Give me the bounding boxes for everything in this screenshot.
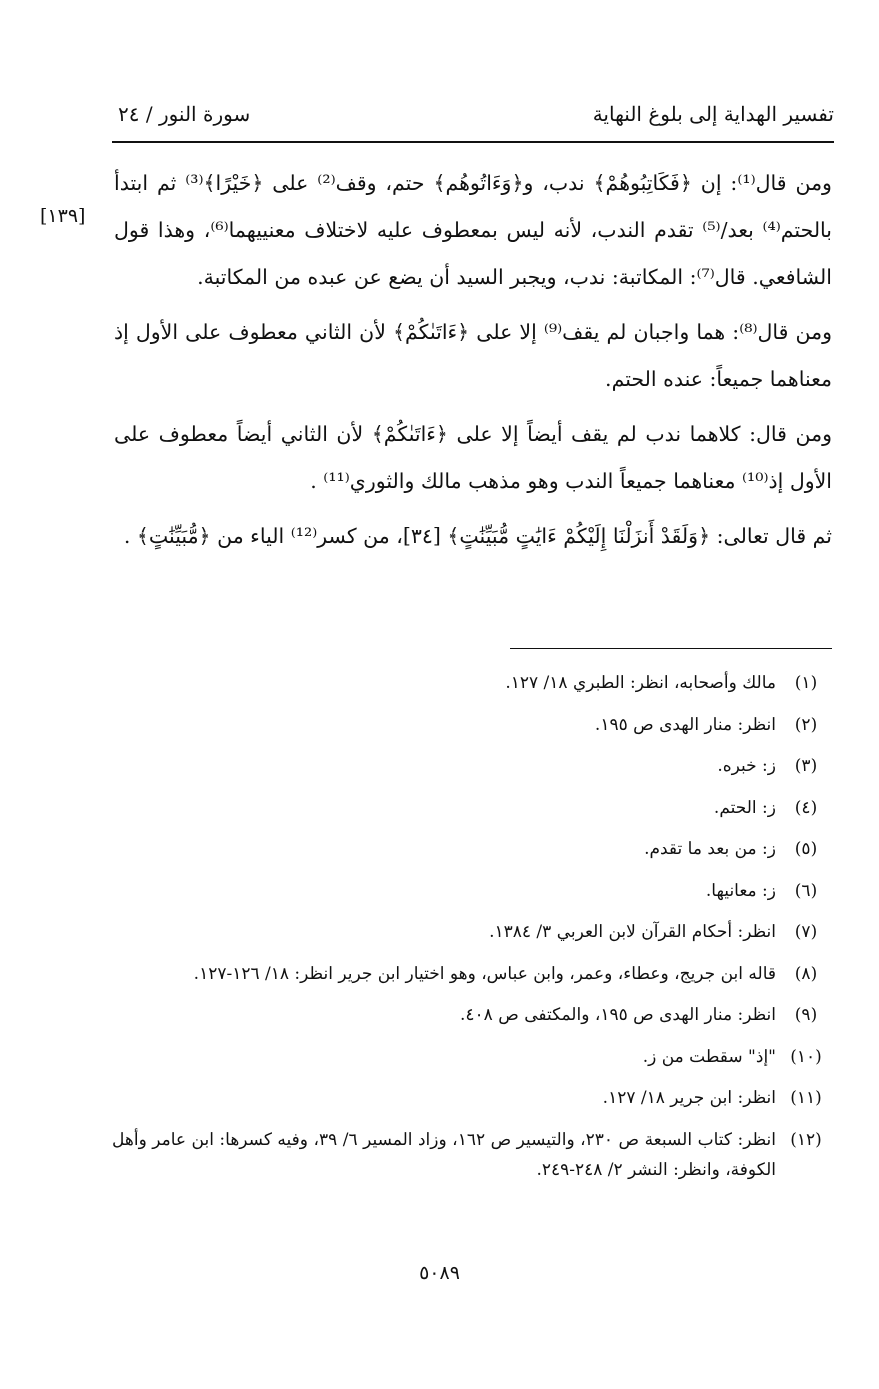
footnote-text: مالك وأصحابه، انظر: الطبري ١٨/ ١٢٧. — [505, 673, 776, 693]
footnote-text: ز: الحتم. — [713, 797, 776, 818]
header-rule — [112, 141, 834, 143]
paragraph-4 — [114, 513, 832, 560]
footnote-text: ز: خبره. — [717, 756, 776, 776]
footnote-number: (٦) — [794, 880, 818, 901]
footnote-number: (٩) — [794, 1005, 818, 1025]
footnote — [112, 1125, 836, 1185]
paragraph-4-line-1: ثم قال تعالى: ﴿وَلَقَدْ أَنزَلْنَا إِلَيْكُمْ ءَايَٰتٍ مُّبَيِّنَٰتٍ﴾ [٣٤]، من كسر⁽¹²⁾ الياء من ﴿مُّبَيِّنَٰتٍ﴾ . — [123, 524, 832, 548]
footnote — [112, 710, 836, 740]
footnote — [112, 834, 836, 864]
footnote-number: (١٠) — [790, 1046, 822, 1067]
paragraph-1 — [114, 160, 832, 301]
paragraph-1-line-4: المكاتبة. — [197, 265, 268, 289]
paragraph-1-line-1: ومن قال⁽¹⁾: إن ﴿فَكَاتِبُوهُمْ﴾ ندب، و﴿وَءَاتُوهُم﴾ حتم، وقف⁽²⁾ على ﴿خَيْرًا﴾⁽³⁾ — [185, 171, 832, 195]
footnote-text: انظر: ابن جرير ١٨/ ١٢٧. — [602, 1088, 776, 1108]
footnote-text: ز: من بعد ما تقدم. — [644, 839, 776, 859]
footnote — [112, 959, 836, 989]
footnote — [112, 917, 836, 947]
running-header — [112, 96, 834, 134]
paragraph-2-line-1: ومن قال⁽⁸⁾: هما واجبان لم يقف⁽⁹⁾ إلا على ﴿ءَاتَىٰكُمْ﴾ لأن الثاني معطوف على — [185, 320, 832, 344]
footnote-number: (٥) — [794, 839, 818, 859]
paragraph-2-line-2: الأول إذ معناهما جميعاً: عنده الحتم. — [114, 320, 832, 391]
footnote — [112, 1042, 836, 1072]
paragraph-3-line-1: ومن قال: كلاهما ندب لم يقف أيضاً إلا على ﴿ءَاتَىٰكُمْ﴾ لأن الثاني أيضاً معطوف — [158, 422, 832, 446]
manuscript-folio-marker: [١٣٩] — [40, 205, 86, 227]
footnote-text: انظر: كتاب السبعة ص ٢٣٠، والتيسير ص ١٦٢، وزاد المسير ٦/ ٣٩، وفيه كسرها: ابن عامر وأهل الكوفة، وانظر: النشر ٢/ ٢٤٨-٢٤٩. — [112, 1129, 776, 1180]
footnote-text: قاله ابن جريج، وعطاء، وعمر، وابن عباس، وهو اختيار ابن جرير انظر: ١٨/ ١٢٦-١٢٧. — [193, 963, 776, 984]
footnote — [112, 751, 836, 781]
paragraph-1-line-2: ثم ابتدأ بالحتم⁽⁴⁾ بعد/⁽⁵⁾ تقدم الندب، لأنه ليس بمعطوف عليه لاختلاف معنييهما⁽⁶⁾، — [114, 171, 833, 242]
footnote-separator — [510, 648, 832, 649]
footnote-number: (٢) — [794, 714, 818, 735]
footnote-number: (٣) — [794, 756, 818, 776]
book-title: تفسير الهداية إلى بلوغ النهاية — [592, 102, 834, 126]
footnote-number: (٨) — [794, 963, 818, 984]
footnote-text: "إذ" سقطت من ز. — [642, 1046, 776, 1067]
footnote-text: انظر: منار الهدى ص ١٩٥. — [594, 714, 776, 735]
footnote — [112, 876, 836, 906]
footnote — [112, 1000, 836, 1030]
footnote-number: (١٢) — [790, 1129, 822, 1150]
paragraph-3-line-2: على الأول إذ⁽¹⁰⁾ معناهما جميعاً الندب وهو مذهب مالك والثوري⁽¹¹⁾ . — [114, 422, 832, 493]
footnote — [112, 793, 836, 823]
footnote-number: (١١) — [790, 1088, 822, 1108]
footnote-number: (٧) — [794, 922, 818, 942]
footnote-text: ز: معانيها. — [705, 880, 776, 901]
paragraph-3 — [114, 411, 832, 505]
paragraph-1-line-3: وهذا قول الشافعي. قال⁽⁷⁾: المكاتبة: ندب، ويجبر السيد أن يضع عن عبده من — [114, 218, 832, 289]
surah-reference: سورة النور / ٢٤ — [118, 102, 251, 126]
footnotes — [112, 668, 836, 1196]
footnote-text: انظر: أحكام القرآن لابن العربي ٣/ ١٣٨٤. — [489, 922, 776, 942]
paragraph-2 — [114, 309, 832, 403]
footnote-number: (٤) — [794, 797, 818, 818]
footnote — [112, 1083, 836, 1113]
page-number: ٥٠٨٩ — [419, 1262, 460, 1284]
footnote-text: انظر: منار الهدى ص ١٩٥، والمكتفى ص ٤٠٨. — [460, 1005, 776, 1025]
main-text — [114, 160, 832, 568]
footnote — [112, 668, 836, 698]
footnote-number: (١) — [794, 673, 818, 693]
